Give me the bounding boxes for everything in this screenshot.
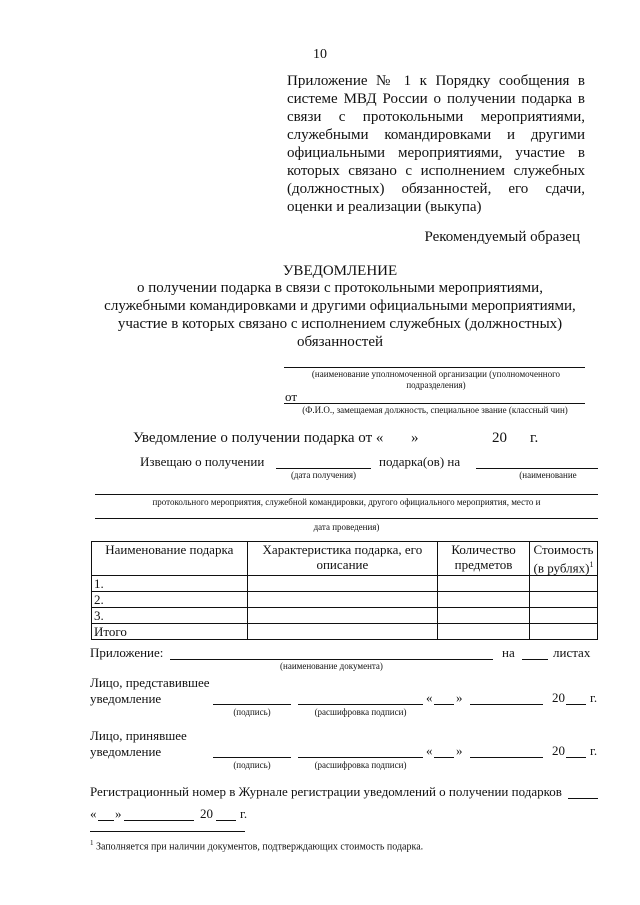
subtitle-line: обязанностей [296, 334, 384, 350]
attachment-sheets: листах [553, 645, 591, 660]
event-details-field[interactable] [95, 494, 598, 495]
receiver-label: Лицо, принявшее уведомление [90, 728, 187, 759]
row-label: 1. [92, 576, 248, 592]
reg-quote-open: « [90, 806, 97, 821]
person-caption: (Ф.И.О., замещаемая должность, специальное звание (классный чин) [302, 405, 568, 415]
org-name-field[interactable] [284, 367, 585, 368]
subtitle-line: о получении подарка в связи с протокольными мероприятиями, [137, 280, 543, 296]
cost-cell[interactable] [529, 608, 597, 624]
description-cell[interactable] [247, 624, 437, 640]
submitter-label: Лицо, представившее уведомление [90, 675, 210, 706]
subtitle-line: служебными командировками и другими официальными мероприятиями, [104, 298, 576, 314]
from-label: от [285, 389, 298, 404]
inform-label: Извещаю о получении [140, 454, 265, 469]
sign-caption: (подпись) [233, 760, 271, 770]
appendix-line: служебными командировками и другими [287, 127, 585, 143]
gifts-label: подарка(ов) на [379, 454, 461, 469]
from-person-field[interactable] [284, 403, 585, 404]
event-date-field[interactable] [95, 518, 598, 519]
cost-cell[interactable] [529, 576, 597, 592]
appendix-block [287, 72, 585, 216]
date-caption: (дата получения) [290, 470, 357, 480]
cost-cell[interactable] [529, 592, 597, 608]
notice-year-suffix: г. [530, 430, 539, 446]
header-cost: Стоимость (в рублях)$^1$ [529, 542, 597, 576]
quote-open: « [426, 743, 433, 758]
footnote-divider [90, 831, 245, 832]
footnote-mark: 1 [589, 560, 594, 569]
receiver-signature-field[interactable] [213, 757, 291, 758]
header-quantity: Количество предметов [438, 542, 530, 576]
footnote-text: Заполняется при наличии документов, подтверждающих стоимость подарка. [96, 841, 424, 853]
appendix-line: оценки и реализации (выкупа) [287, 199, 482, 215]
appendix-line: Приложение № 1 к Порядку сообщения в [287, 73, 585, 89]
document-subtitle [60, 279, 620, 351]
event-date-caption: дата проведения) [313, 522, 380, 532]
table-row [92, 576, 598, 592]
quantity-cell[interactable] [438, 592, 530, 608]
reg-day-field[interactable] [98, 820, 114, 821]
registration-number-field[interactable] [568, 798, 598, 799]
table-row-total [92, 624, 598, 640]
name-caption: (наименование [519, 470, 577, 480]
event-caption: протокольного мероприятия, служебной командировки, другого официального мероприятия, место и [152, 497, 541, 507]
submitter-day-field[interactable] [434, 704, 454, 705]
submitter-name-field[interactable] [298, 704, 423, 705]
header-gift-description: Характеристика подарка, его описание [247, 542, 437, 576]
recommended-sample: Рекомендуемый образец [424, 229, 580, 245]
appendix-line: которых связано с исполнением служебных [287, 163, 585, 179]
notice-intro: Уведомление о получении подарка от « [133, 430, 384, 446]
reg-year-suffix: г. [240, 806, 248, 821]
year-suffix: г. [590, 743, 598, 758]
quote-open: « [426, 690, 433, 705]
sign-caption: (подпись) [233, 707, 271, 717]
notice-year-prefix: 20 [492, 430, 507, 446]
quantity-cell[interactable] [438, 608, 530, 624]
sign-decode-caption: (расшифровка подписи) [314, 707, 407, 717]
submitter-month-field[interactable] [470, 704, 543, 705]
submitter-signature-field[interactable] [213, 704, 291, 705]
row-label: 2. [92, 592, 248, 608]
row-label: 3. [92, 608, 248, 624]
description-cell[interactable] [247, 576, 437, 592]
page-number: 10 [313, 47, 327, 62]
year-prefix: 20 [552, 690, 565, 705]
attachment-label: Приложение: [90, 645, 164, 660]
date-received-field[interactable] [276, 468, 371, 469]
description-cell[interactable] [247, 592, 437, 608]
org-caption: (наименование уполномоченной организации (уполномоченного подразделения) [311, 369, 561, 390]
receiver-year-field[interactable] [566, 757, 586, 758]
reg-year-field[interactable] [216, 820, 236, 821]
sign-decode-caption: (расшифровка подписи) [314, 760, 407, 770]
attachment-doc-field[interactable] [170, 659, 493, 660]
cost-cell[interactable] [529, 624, 597, 640]
year-suffix: г. [590, 690, 598, 705]
gifts-table [91, 541, 598, 640]
subtitle-line: участие в которых связано с исполнением служебных (должностных) [117, 316, 563, 332]
attachment-on: на [502, 645, 515, 660]
submitter-year-field[interactable] [566, 704, 586, 705]
footnote-mark: 1 [90, 839, 94, 847]
notice-close-quote: » [411, 430, 419, 446]
appendix-line: связи с протокольными мероприятиями, [287, 109, 585, 125]
table-row [92, 608, 598, 624]
receiver-month-field[interactable] [470, 757, 543, 758]
table-row [92, 592, 598, 608]
receiver-name-field[interactable] [298, 757, 423, 758]
description-cell[interactable] [247, 608, 437, 624]
reg-month-field[interactable] [124, 820, 194, 821]
quote-close: » [456, 690, 463, 705]
appendix-line: системе МВД России о получении подарка в [287, 91, 585, 107]
quantity-cell[interactable] [438, 624, 530, 640]
year-prefix: 20 [552, 743, 565, 758]
reg-year-prefix: 20 [200, 806, 213, 821]
row-label: Итого [92, 624, 248, 640]
receiver-day-field[interactable] [434, 757, 454, 758]
doc-caption: (наименование документа) [280, 661, 383, 671]
document-title: УВЕДОМЛЕНИЕ [282, 263, 398, 279]
header-gift-name: Наименование подарка [92, 542, 248, 576]
registration-text: Регистрационный номер в Журнале регистрации уведомлений о получении подарков [90, 784, 562, 799]
quantity-cell[interactable] [438, 576, 530, 592]
attachment-sheets-field[interactable] [522, 659, 548, 660]
event-name-field[interactable] [476, 468, 598, 469]
reg-quote-close: » [115, 806, 122, 821]
appendix-line: официальными мероприятиями, участие в [287, 145, 585, 161]
footnote [90, 836, 423, 854]
quote-close: » [456, 743, 463, 758]
appendix-line: (должностных) обязанностей, его сдачи, [287, 181, 585, 197]
